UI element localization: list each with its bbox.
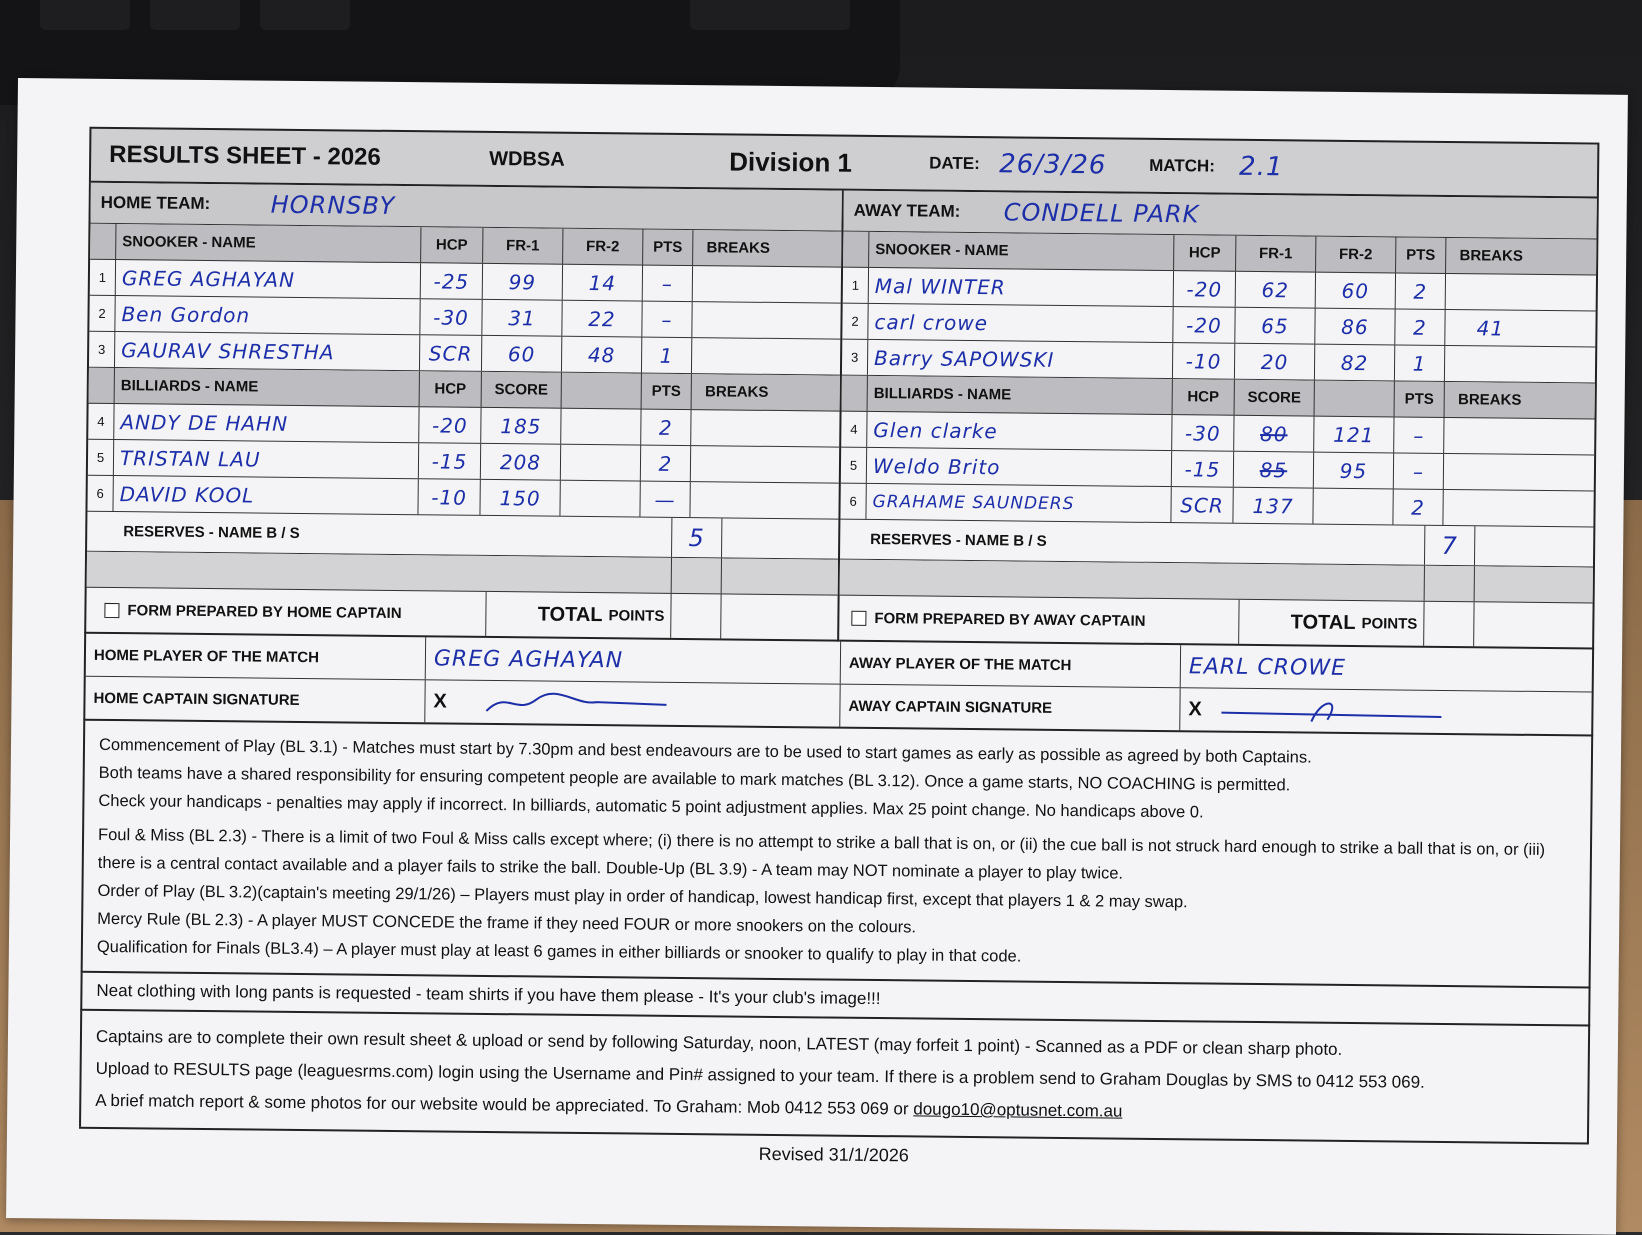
away-team-section — [839, 191, 1599, 650]
home-team-name: HORNSBY — [270, 190, 396, 220]
note-item: Upload to RESULTS page (leaguesrms.com) login using the Username and Pin# assigned to your team. If there is a problem send to Graham Douglas by SMS to 0412 553 069. — [95, 1058, 1425, 1092]
org-name: WDBSA — [489, 147, 565, 171]
col-hcp: HCP — [421, 227, 483, 263]
date-label: DATE: — [929, 153, 980, 174]
col-breaks: BREAKS — [706, 239, 771, 257]
row-number: 2 — [842, 304, 868, 339]
date-value: 26/3/26 — [998, 149, 1107, 181]
away-team-name: CONDELL PARK — [1003, 198, 1200, 229]
player-name: DAVID KOOL — [113, 476, 418, 514]
away-sig-x: X — [1188, 697, 1202, 720]
frame-1-score: 31 — [482, 300, 562, 336]
teams-grid — [84, 183, 1599, 650]
player-hcp: -10 — [1173, 343, 1235, 379]
player-name: Glen clarke — [867, 412, 1172, 450]
col-blank — [562, 373, 642, 409]
away-potm-value: EARL CROWE — [1188, 653, 1347, 681]
results-sheet-paper — [6, 78, 1628, 1235]
rule-item: Check your handicaps - penalties may apply if incorrect. In billiards, automatic 5 point adjustment applies. Max 25 point change. No handicaps above 0. — [98, 791, 1204, 822]
player-points: 2 — [1395, 309, 1445, 345]
player-hcp: -15 — [1172, 451, 1234, 487]
col-fr1: FR-1 — [483, 228, 563, 264]
player-points: – — [1394, 417, 1444, 453]
extra-score — [1313, 489, 1393, 525]
col-pts: PTS — [642, 374, 692, 410]
extra-score — [560, 481, 640, 517]
player-hcp: -30 — [1172, 415, 1234, 451]
player-score: 185 — [481, 408, 561, 444]
frame-1-score: 62 — [1236, 272, 1316, 308]
frame-2-score: 60 — [1316, 273, 1396, 309]
player-score: 208 — [481, 444, 561, 480]
frame-2-score: 86 — [1315, 309, 1395, 345]
extra-score — [561, 445, 641, 481]
rule-item: Both teams have a shared responsibility for ensuring competent people are available to mark matches (BL 3.12). Once a game starts, NO COACHING is permitted. — [98, 763, 1291, 795]
home-potm-label: HOME PLAYER OF THE MATCH — [86, 634, 426, 680]
player-hcp: -25 — [421, 263, 483, 299]
col-name: BILLIARDS - NAME — [868, 376, 1173, 414]
player-points: – — [643, 266, 693, 302]
col-hcp: HCP — [1173, 379, 1235, 415]
player-breaks — [691, 446, 781, 482]
frame-2-score: 22 — [562, 301, 642, 337]
clothing-note: Neat clothing with long pants is requested - team shirts if you have them please - It's your club's image!!! — [80, 973, 1590, 1027]
home-signature-mark — [447, 685, 687, 722]
match-info — [83, 634, 1594, 737]
keyboard-key — [690, 0, 850, 30]
player-breaks: 41 — [1476, 315, 1505, 341]
col-name: SNOOKER - NAME — [116, 224, 421, 262]
player-score: 80 — [1234, 416, 1314, 452]
extra-score: 95 — [1314, 453, 1394, 489]
player-points: 2 — [1393, 489, 1443, 525]
rule-item: Qualification for Finals (BL3.4) – A player must play at least 6 games in either billiards or snooker to qualify to play in that code. — [96, 937, 1022, 966]
player-points: – — [1394, 453, 1444, 489]
player-points: 2 — [641, 446, 691, 482]
player-points: — — [640, 482, 690, 518]
frame-1-score: 60 — [482, 336, 562, 372]
player-name: carl crowe — [868, 304, 1173, 342]
player-points: 1 — [642, 338, 692, 374]
player-breaks — [692, 338, 782, 374]
col-name: BILLIARDS - NAME — [115, 368, 420, 406]
extra-score — [561, 409, 641, 445]
rules-section — [81, 721, 1594, 989]
player-breaks — [690, 482, 780, 518]
keyboard-key — [40, 0, 130, 30]
player-hcp: -15 — [419, 443, 481, 479]
home-team-section — [84, 183, 844, 642]
frame-1-score: 65 — [1235, 308, 1315, 344]
row-number: 1 — [843, 268, 869, 303]
col-breaks: BREAKS — [1459, 247, 1523, 265]
row-number: 4 — [88, 404, 114, 439]
home-team-label: HOME TEAM: — [100, 192, 211, 214]
player-breaks — [1444, 418, 1534, 454]
rule-item: Order of Play (BL 3.2)(captain's meeting 29/1/26) – Players must play in order of handicap, lowest handicap first, except that players 1 & 2 may swap. — [97, 881, 1188, 912]
player-name: GRAHAME SAUNDERS — [866, 484, 1171, 522]
player-name: TRISTAN LAU — [114, 440, 419, 478]
col-fr1: FR-1 — [1236, 236, 1316, 272]
row-number: 4 — [841, 412, 867, 447]
note-item: Captains are to complete their own result sheet & upload or send by following Saturday, noon, LATEST (may forfeit 1 point) - Scanned as a PDF or clean sharp photo. — [95, 1026, 1343, 1059]
player-points: 1 — [1395, 345, 1445, 381]
reserves-label: RESERVES - NAME B / S — [840, 520, 1425, 565]
results-sheet — [79, 127, 1600, 1182]
player-name: Barry SAPOWSKI — [868, 340, 1173, 378]
player-hcp: -30 — [420, 299, 482, 335]
player-breaks — [1445, 346, 1535, 382]
row-number: 2 — [89, 296, 115, 331]
note-text: A brief match report & some photos for our website would be appreciated. To Graham: Mob 0412 553 069 or — [95, 1090, 909, 1119]
player-name: Weldo Brito — [867, 448, 1172, 486]
player-points: – — [642, 302, 692, 338]
home-sig-x: X — [433, 689, 447, 713]
home-form-label: FORM PREPARED BY HOME CAPTAIN — [127, 601, 402, 622]
reserves-points: 5 — [672, 518, 722, 558]
total-label: TOTAL — [537, 602, 603, 626]
row-number: 3 — [89, 332, 115, 367]
home-total-row — [86, 588, 837, 640]
submission-notes — [79, 1011, 1590, 1143]
player-hcp: SCR — [1171, 487, 1233, 523]
total-label: TOTAL — [1290, 610, 1356, 634]
points-label: POINTS — [608, 606, 665, 625]
player-name: GREG AGHAYAN — [116, 260, 421, 298]
player-breaks — [1446, 274, 1536, 310]
row-number: 3 — [842, 340, 868, 375]
player-breaks — [692, 302, 782, 338]
player-breaks — [693, 266, 783, 302]
frame-2-score: 14 — [563, 265, 643, 301]
away-potm-label: AWAY PLAYER OF THE MATCH — [841, 642, 1181, 688]
extra-score: 121 — [1314, 417, 1394, 453]
division-label: Division 1 — [729, 145, 853, 178]
reserves-label: RESERVES - NAME B / S — [87, 512, 672, 557]
player-hcp: -20 — [1173, 307, 1235, 343]
rule-item: Foul & Miss (BL 2.3) - There is a limit of two Foul & Miss calls except where; (i) there is no attempt to strike a ball that is on, or (ii) the cue ball is not struck hard enough to strike a ball that is on, or (iii) there is a central contact available and a player fails to strike the ball. Double-Up (BL 3.9) - A team may NOT nominate a player to play twice. — [97, 825, 1546, 883]
player-hcp: -10 — [418, 479, 480, 515]
row-number: 6 — [840, 484, 866, 519]
col-pts: PTS — [643, 230, 693, 266]
row-number: 5 — [841, 448, 867, 483]
frame-2-score: 82 — [1315, 345, 1395, 381]
home-signature-field[interactable] — [425, 680, 840, 726]
rule-item: Mercy Rule (BL 2.3) - A player MUST CONCEDE the frame if they need FOUR or more snookers on the colours. — [97, 909, 917, 937]
player-score: 150 — [480, 480, 560, 516]
frame-1-score: 20 — [1235, 344, 1315, 380]
col-hcp: HCP — [1174, 235, 1236, 271]
frame-1-score: 99 — [483, 264, 563, 300]
player-points: 2 — [1396, 273, 1446, 309]
col-name: SNOOKER - NAME — [869, 232, 1174, 270]
player-breaks — [1444, 454, 1534, 490]
away-form-label: FORM PREPARED BY AWAY CAPTAIN — [874, 609, 1146, 630]
away-team-label: AWAY TEAM: — [853, 200, 961, 221]
col-hcp: HCP — [420, 371, 482, 407]
keyboard-key — [150, 0, 240, 30]
home-total-points[interactable] — [671, 594, 721, 639]
home-potm-value: GREG AGHAYAN — [426, 637, 841, 683]
frame-2-score: 48 — [562, 337, 642, 373]
player-hcp: -20 — [1174, 271, 1236, 307]
away-total-row — [839, 596, 1592, 648]
col-breaks: BREAKS — [1457, 391, 1522, 409]
col-fr2: FR-2 — [563, 229, 643, 265]
away-signature-mark — [1202, 692, 1462, 729]
match-value: 2.1 — [1238, 151, 1284, 183]
away-sig-label: AWAY CAPTAIN SIGNATURE — [840, 685, 1180, 731]
player-score: 137 — [1233, 488, 1313, 524]
keyboard-key — [260, 0, 350, 30]
col-breaks: BREAKS — [704, 383, 769, 401]
row-number: 5 — [88, 440, 114, 475]
away-signature-field[interactable] — [1180, 688, 1591, 734]
player-name: ANDY DE HAHN — [114, 404, 419, 442]
away-total-points[interactable] — [1424, 602, 1474, 647]
player-hcp: -20 — [419, 407, 481, 443]
player-name: GAURAV SHRESTHA — [115, 332, 420, 370]
col-score: SCORE — [482, 372, 562, 408]
col-blank — [1315, 381, 1395, 417]
email-link[interactable]: dougo10@optusnet.com.au — [913, 1099, 1123, 1121]
reserves-points: 7 — [1425, 526, 1475, 566]
player-hcp: SCR — [420, 335, 482, 371]
player-points: 2 — [641, 410, 691, 446]
away-form-checkbox[interactable] — [851, 610, 866, 625]
sheet-title: RESULTS SHEET - 2026 — [109, 140, 381, 171]
revision-label: Revised 31/1/2026 — [79, 1127, 1589, 1182]
points-label: POINTS — [1361, 614, 1418, 633]
player-name: Ben Gordon — [115, 296, 420, 334]
col-pts: PTS — [1395, 381, 1445, 417]
row-number: 6 — [87, 476, 113, 511]
match-label: MATCH: — [1149, 155, 1216, 176]
col-score: SCORE — [1235, 380, 1315, 416]
player-name: Mal WINTER — [869, 268, 1174, 306]
col-fr2: FR-2 — [1316, 237, 1396, 273]
player-breaks — [1443, 490, 1533, 526]
home-form-checkbox[interactable] — [104, 602, 119, 617]
col-pts: PTS — [1396, 237, 1446, 273]
home-sig-label: HOME CAPTAIN SIGNATURE — [85, 677, 425, 723]
player-score: 85 — [1234, 452, 1314, 488]
player-breaks — [691, 410, 781, 446]
rule-item: Commencement of Play (BL 3.1) - Matches must start by 7.30pm and best endeavours are to be used to start games as early as possible as agreed by both Captains. — [98, 735, 1312, 767]
row-number: 1 — [90, 260, 116, 295]
